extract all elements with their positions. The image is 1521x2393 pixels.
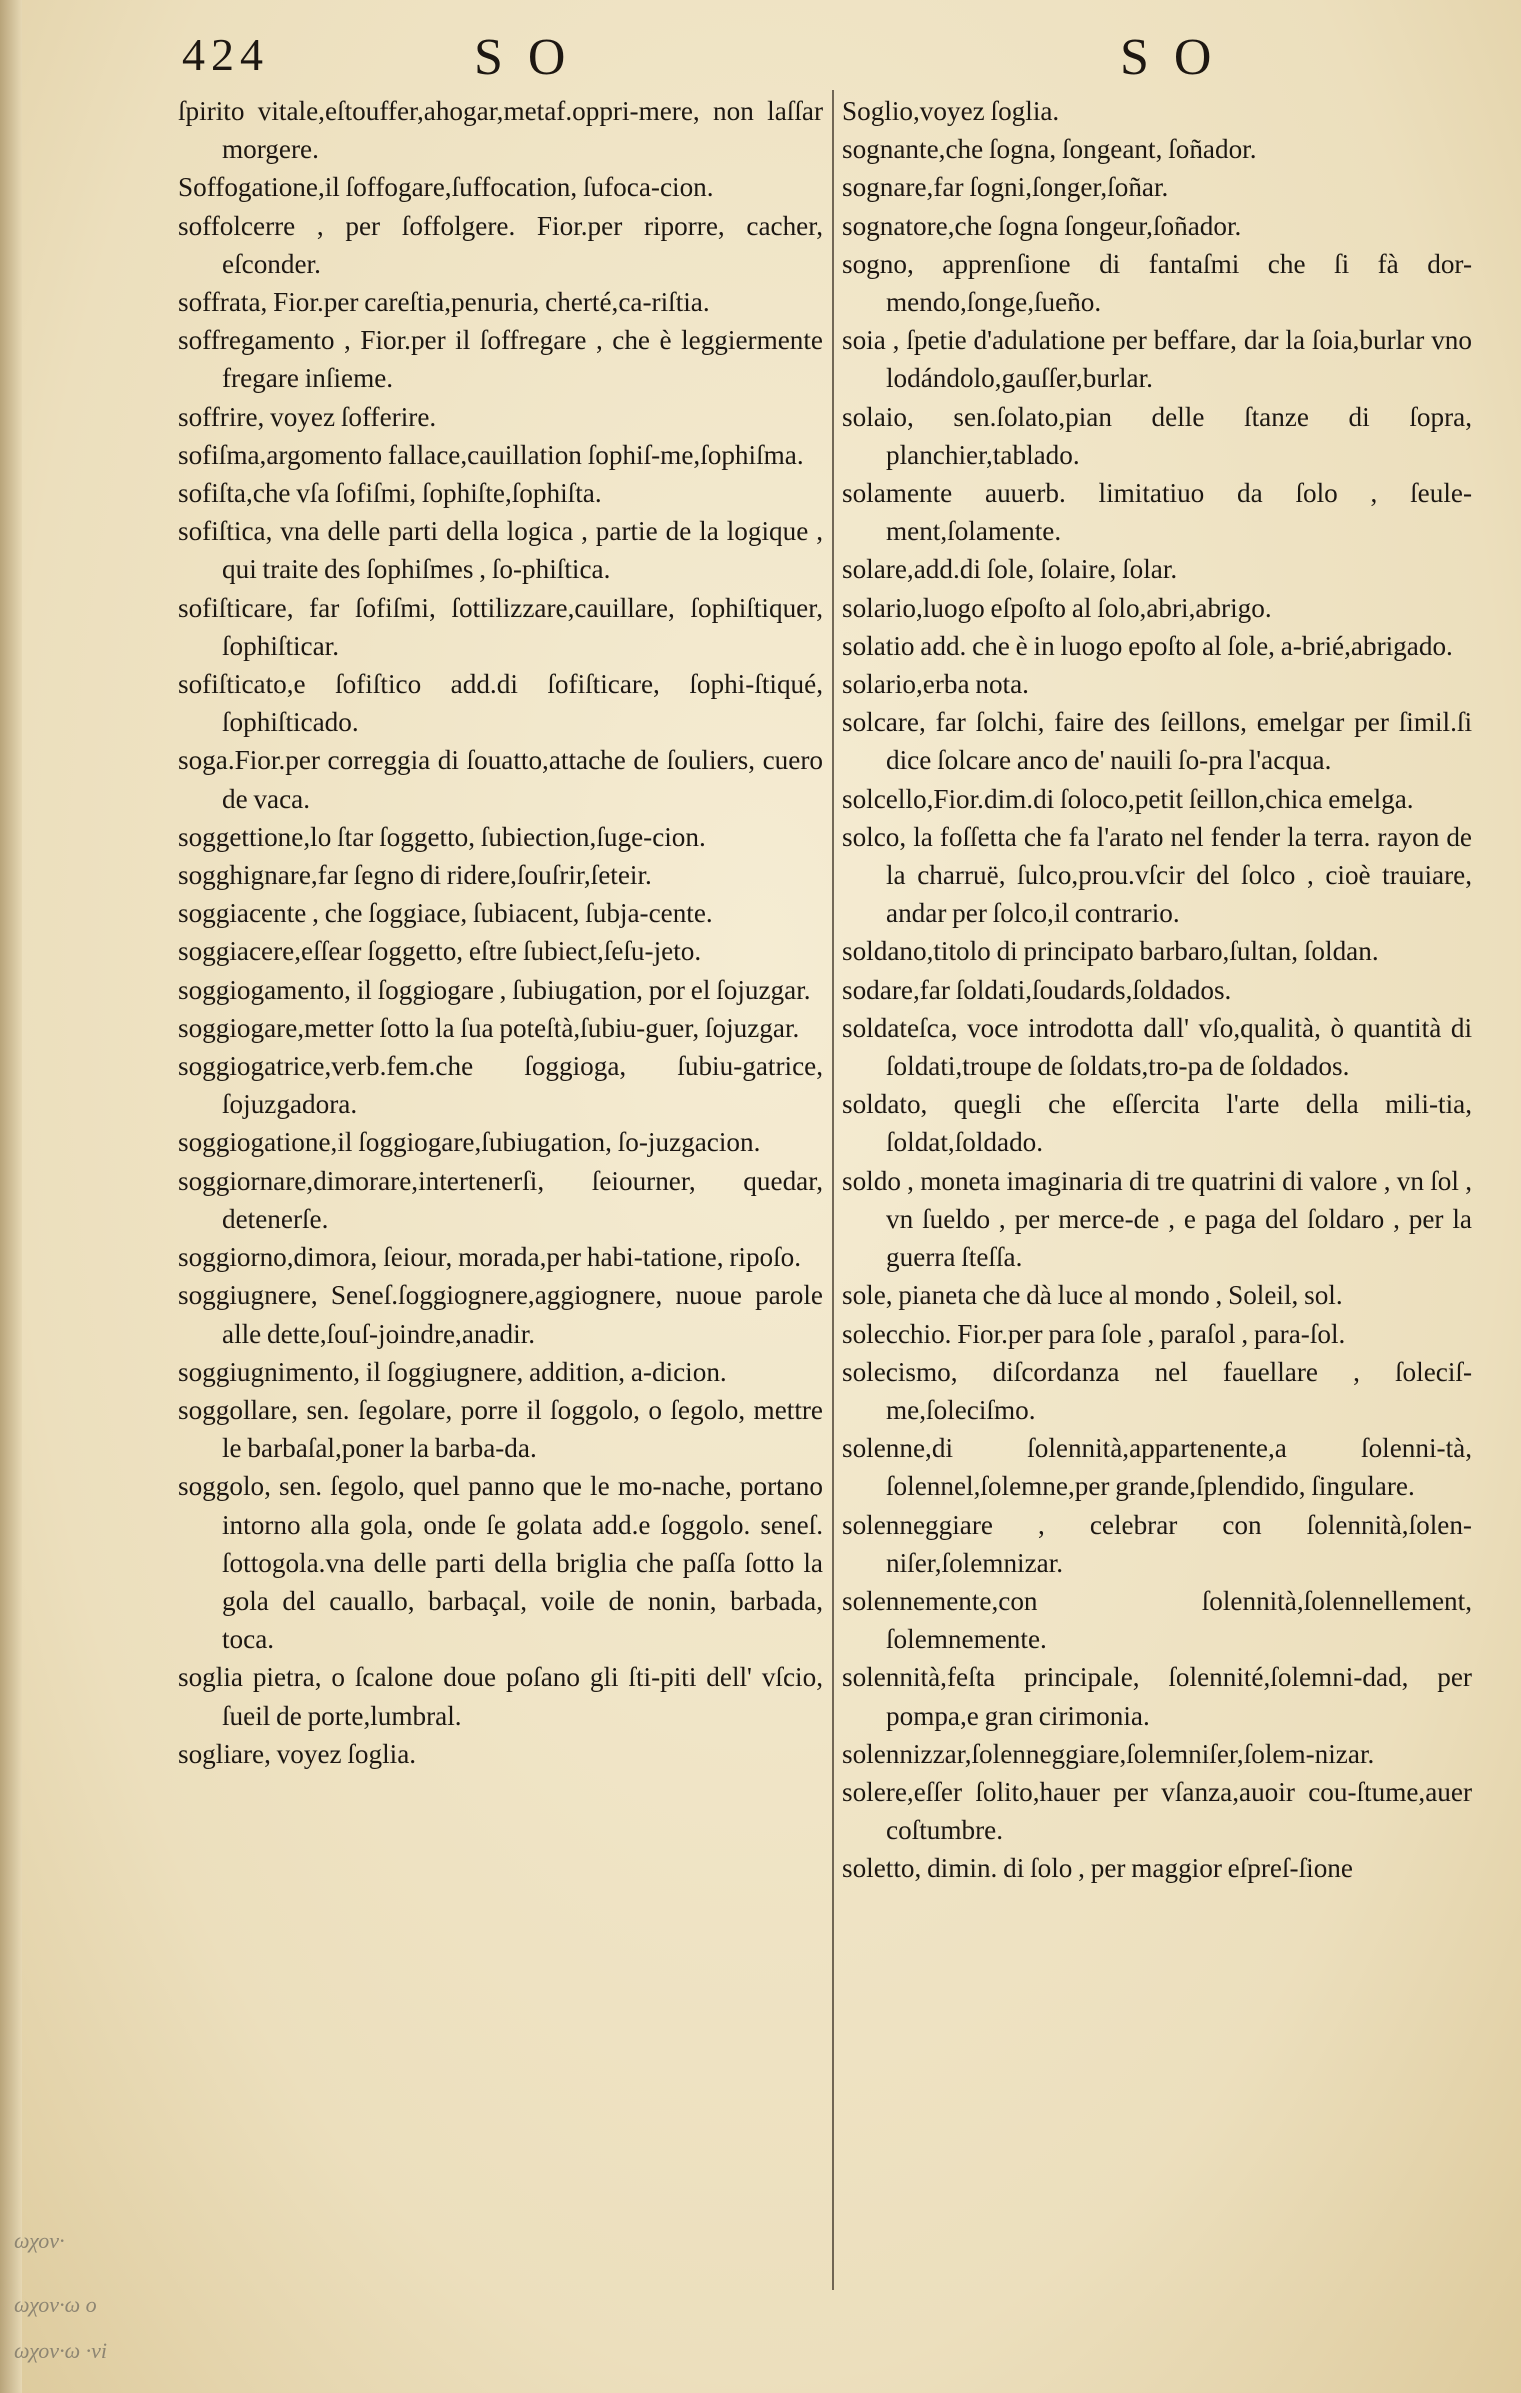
dictionary-entry: soggiornare,dimorare,intertenerſi, ſeiourner, quedar, detenerſe. [178, 1165, 823, 1234]
dictionary-entry: soffrata, Fior.per careſtia,penuria, cherté,ca-riſtia. [178, 287, 710, 318]
dictionary-entry: soglia pietra, o ſcalone doue poſano gli ſti-piti dell' vſcio, ſueil de porte,lumbral. [178, 1662, 823, 1731]
dictionary-entry: soggiacere,eſſear ſoggetto, eſtre ſubiect,ſeſu-jeto. [178, 936, 702, 967]
dictionary-entry: solenneggiare , celebrar con ſolennità,ſolen-niſer,ſolemnizar. [842, 1509, 1472, 1578]
margin-bleedthrough-note: ωχον· [14, 2228, 65, 2253]
dictionary-entry: solecchio. Fior.per para ſole , paraſol , para-ſol. [842, 1318, 1346, 1349]
dictionary-entry: soldato, quegli che eſſercita l'arte della mili-tia, ſoldat,ſoldado. [842, 1089, 1472, 1158]
dictionary-entry: solennemente,con ſolennità,ſolennellement, ſolemnemente. [842, 1585, 1472, 1655]
dictionary-entry: solennità,feſta principale, ſolennité,ſolemni-dad, per pompa,e gran cirimonia. [842, 1662, 1472, 1731]
dictionary-entry: sofiſticare, far ſofiſmi, ſottilizzare,cauillare, ſophiſtiquer, ſophiſticar. [178, 592, 823, 661]
dictionary-entry: soggiogatrice,verb.fem.che ſoggioga, ſubiu-gatrice, ſojuzgadora. [178, 1051, 823, 1120]
dictionary-entry: solenne,di ſolennità,appartenente,a ſolenni-tà, ſolennel,ſolemne,per grande,ſplendido, ſingulare. [842, 1433, 1472, 1502]
dictionary-entry: sofiſma,argomento fallace,cauillation ſophiſ-me,ſophiſma. [178, 439, 804, 470]
dictionary-entry: sogliare, voyez ſoglia. [178, 1738, 417, 1769]
dictionary-entry: soffregamento , Fior.per il ſoffregare , che è leggiermente fregare inſieme. [178, 325, 823, 394]
dictionary-entry: ſpirito vitale,eſtouffer,ahogar,metaf.oppri-mere, non laſſar morgere. [178, 96, 823, 165]
dictionary-entry: solennizzar,ſolenneggiare,ſolemniſer,ſolem-nizar. [842, 1738, 1375, 1769]
dictionary-entry: solario,luogo eſpoſto al ſolo,abri,abrigo. [842, 592, 1272, 623]
dictionary-entry: solatio add. che è in luogo epoſto al ſole, a-brié,abrigado. [842, 630, 1453, 661]
dictionary-entry: sole, pianeta che dà luce al mondo , Soleil, sol. [842, 1280, 1343, 1311]
dictionary-entry: soffolcerre , per ſoffolgere. Fior.per riporre, cacher, eſconder. [178, 210, 823, 279]
dictionary-entry: soggiogatione,il ſoggiogare,ſubiugation, ſo-juzgacion. [178, 1127, 761, 1158]
dictionary-entry: soggiacente , che ſoggiace, ſubiacent, ſubja-cente. [178, 898, 713, 929]
dictionary-entry: sognare,far ſogni,ſonger,ſoñar. [842, 172, 1169, 203]
dictionary-entry: soletto, dimin. di ſolo , per maggior eſpreſ-ſione [842, 1853, 1353, 1884]
dictionary-entry: soggiogare,metter ſotto la ſua poteſtà,ſubiu-guer, ſojuzgar. [178, 1012, 800, 1043]
column-divider [832, 90, 834, 2290]
dictionary-entry: sofiſticato,e ſofiſtico add.di ſofiſticare, ſophi-ſtiqué, ſophiſticado. [178, 669, 823, 738]
dictionary-entry: solamente auuerb. limitatiuo da ſolo , ſeule-ment,ſolamente. [842, 478, 1472, 547]
dictionary-entry: sognante,che ſogna, ſongeant, ſoñador. [842, 134, 1257, 165]
dictionary-entry: soggettione,lo ſtar ſoggetto, ſubiection,ſuge-cion. [178, 821, 706, 852]
dictionary-entry: Soglio,voyez ſoglia. [842, 96, 1060, 126]
dictionary-entry: sodare,far ſoldati,ſoudards,ſoldados. [842, 974, 1232, 1005]
dictionary-entry: Soffogatione,il ſoffogare,ſuffocation, ſufoca-cion. [178, 172, 714, 203]
dictionary-entry: solaio, sen.ſolato,pian delle ſtanze di ſopra, planchier,tablado. [842, 401, 1472, 470]
dictionary-entry: sogghignare,far ſegno di ridere,ſouſrir,ſeteir. [178, 860, 652, 891]
page-binding [0, 0, 22, 2393]
right-column [842, 92, 1472, 1888]
left-column [178, 92, 823, 1773]
dictionary-entry: soggiorno,dimora, ſeiour, morada,per habi-tatione, ripoſo. [178, 1242, 802, 1273]
dictionary-entry: soia , ſpetie d'adulatione per beffare, dar la ſoia,burlar vno lodándolo,gauſſer,burlar. [842, 325, 1472, 394]
running-head-left: S O [474, 29, 572, 86]
dictionary-entry: solere,eſſer ſolito,hauer per vſanza,auoir cou-ſtume,auer coſtumbre. [842, 1776, 1472, 1846]
dictionary-entry: sognatore,che ſogna ſongeur,ſoñador. [842, 210, 1242, 241]
dictionary-entry: soggollare, sen. ſegolare, porre il ſoggolo, o ſegolo, mettre le barbaſal,poner la barba-da. [178, 1394, 823, 1464]
dictionary-entry: solare,add.di ſole, ſolaire, ſolar. [842, 554, 1178, 585]
dictionary-entry: soffrire, voyez ſofferire. [178, 401, 437, 432]
dictionary-entry: soggolo, sen. ſegolo, quel panno que le mo-nache, portano intorno alla gola, onde ſe golata add.e ſoggolo. seneſ. ſottogola.vna delle parti della briglia che paſſa ſotto la gola del cauallo, barbaçal, voile de nonin, barbada, toca. [178, 1471, 823, 1655]
dictionary-entry: solcello,Fior.dim.di ſoloco,petit ſeillon,chica emelga. [842, 783, 1414, 814]
margin-bleedthrough-note: ωχον·ω ο [14, 2292, 97, 2317]
dictionary-entry: soggiugnere, Seneſ.ſoggiognere,aggiognere, nuoue parole alle dette,ſouſ-joindre,anadir. [178, 1280, 823, 1349]
running-head-right: S O [1120, 29, 1218, 86]
dictionary-entry: soggiugnimento, il ſoggiugnere, addition, a-dicion. [178, 1356, 727, 1387]
dictionary-entry: solcare, far ſolchi, faire des ſeillons, emelgar per ſimil.ſi dice ſolcare anco de' nauili ſo-pra l'acqua. [842, 707, 1472, 776]
dictionary-entry: soldateſca, voce introdotta dall' vſo,qualità, ò quantità di ſoldati,troupe de ſoldats,tro-pa de ſoldados. [842, 1012, 1472, 1082]
dictionary-entry: solario,erba nota. [842, 669, 1029, 700]
dictionary-entry: soldo , moneta imaginaria di tre quatrini di valore , vn ſol , vn ſueldo , per merce-de , e paga del ſoldaro , per la guerra ſteſſa. [842, 1165, 1472, 1273]
dictionary-entry: sofiſtica, vna delle parti della logica , partie de la logique , qui traite des ſophiſmes , ſo-phiſtica. [178, 516, 823, 585]
dictionary-entry: sogno, apprenſione di fantaſmi che ſi fà dor-mendo,ſonge,ſueño. [842, 248, 1472, 318]
dictionary-entry: soldano,titolo di principato barbaro,ſultan, ſoldan. [842, 936, 1379, 967]
margin-bleedthrough-note: ωχον·ω ·vi [14, 2338, 107, 2363]
dictionary-entry: soga.Fior.per correggia di ſouatto,attache de ſouliers, cuero de vaca. [178, 745, 823, 814]
dictionary-entry: solecismo, diſcordanza nel fauellare , ſoleciſ-me,ſoleciſmo. [842, 1356, 1472, 1425]
page-number: 424 [182, 29, 269, 80]
dictionary-entry: sofiſta,che vſa ſofiſmi, ſophiſte,ſophiſta. [178, 478, 602, 509]
dictionary-entry: solco, la foſſetta che fa l'arato nel fender la terra. rayon de la charruë, ſulco,prou.vſcir del ſolco , cioè trauiare, andar per ſolco,il contrario. [842, 821, 1472, 929]
dictionary-entry: soggiogamento, il ſoggiogare , ſubiugation, por el ſojuzgar. [178, 974, 811, 1005]
